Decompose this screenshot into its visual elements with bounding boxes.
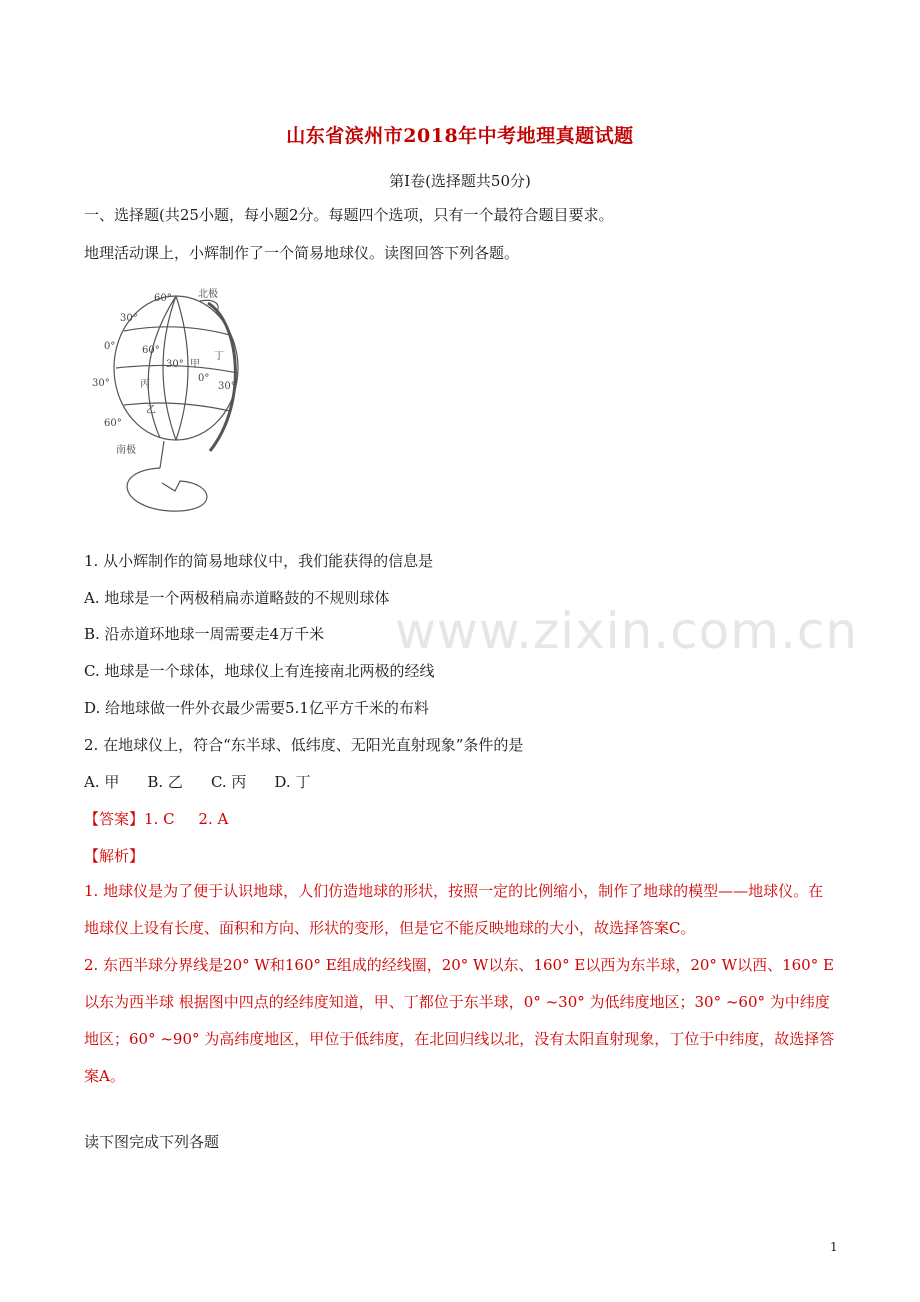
answer-value: 1. C 2. A [144, 810, 229, 828]
lat-30s-label: 30° [92, 378, 110, 389]
question-1-option-c: C. 地球是一个球体，地球仪上有连接南北两极的经线 [84, 662, 435, 680]
analysis-label: 【解析】 [84, 847, 145, 865]
answer-line [84, 808, 228, 829]
inner-30-label: 30° [166, 359, 184, 370]
globe-figure [90, 283, 260, 523]
point-ding-label: 丁 [214, 351, 224, 362]
question-2-stem: 2. 在地球仪上，符合“东半球、低纬度、无阳光直射现象”条件的是 [84, 736, 524, 754]
lat-30n-label: 30° [120, 313, 138, 324]
lat-60s-label: 60° [104, 418, 122, 429]
question-2-option-c: C. 丙 [210, 773, 247, 791]
page-number: 1 [830, 1240, 838, 1254]
point-yi-label: 乙 [146, 405, 156, 416]
section-subtitle: 第Ⅰ卷(选择题共50分) [389, 172, 531, 190]
question-intro: 地理活动课上，小辉制作了一个简易地球仪。读图回答下列各题。 [84, 244, 520, 262]
north-pole-label: 北极 [198, 289, 218, 300]
section-heading: 一、选择题(共25小题，每小题2分。每题四个选项，只有一个最符合题目要求。 [84, 206, 614, 224]
next-question-intro: 读下图完成下列各题 [84, 1133, 220, 1151]
analysis-paragraph-2: 2. 东西半球分界线是20° W和160° E组成的经线圈，20° W以东、160° E以西为东半球，20° W以西、160° E以东为西半球 根据图中四点的经纬度知道，甲、丁都位于东半球，0° ~30° 为低纬度地区；30° ~60° 为中纬度地区；60° ~90° 为高纬度地区，甲位于低纬度，在北回归线以北，没有太阳直射现象，丁位于中纬度，故选择答案A。 [84, 956, 835, 1085]
question-1-stem: 1. 从小辉制作的简易地球仪中，我们能获得的信息是 [84, 552, 434, 570]
question-2-options [84, 771, 310, 792]
question-1-option-d: D. 给地球做一件外衣最少需要5.1亿平方千米的布料 [84, 699, 429, 717]
question-2-option-b: B. 乙 [147, 773, 183, 791]
inner-0-label: 0° [198, 373, 210, 384]
watermark: www.zixin.com.cn [395, 602, 859, 660]
question-2-option-d: D. 丁 [274, 773, 311, 791]
inner-30e-label: 30° [218, 381, 236, 392]
question-2-option-a: A. 甲 [84, 773, 120, 791]
point-bing-label: 丙 [140, 379, 150, 390]
lat-0-label: 0° [104, 341, 116, 352]
lat-60n-label: 60° [154, 293, 172, 304]
question-1-option-b: B. 沿赤道环地球一周需要走4万千米 [84, 625, 325, 643]
inner-60-label: 60° [142, 345, 160, 356]
south-pole-label: 南极 [116, 445, 136, 456]
question-1-option-a: A. 地球是一个两极稍扁赤道略鼓的不规则球体 [84, 589, 390, 607]
point-jia-label: 甲 [190, 359, 200, 370]
document-title: 山东省滨州市2018年中考地理真题试题 [286, 125, 634, 147]
answer-label: 【答案】 [84, 810, 145, 828]
analysis-paragraph-1: 1. 地球仪是为了便于认识地球，人们仿造地球的形状，按照一定的比例缩小，制作了地球的模型——地球仪。在地球仪上设有长度、面积和方向、形状的变形，但是它不能反映地球的大小，故选择答案C。 [84, 882, 824, 937]
